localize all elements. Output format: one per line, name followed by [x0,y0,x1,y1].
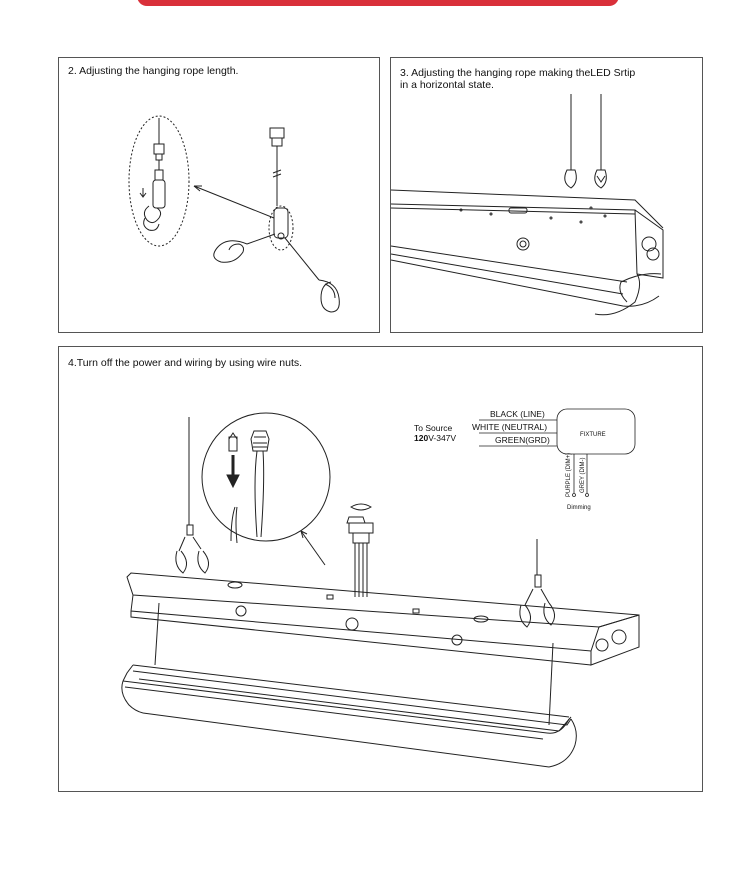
step-2-title: 2. Adjusting the hanging rope length. [68,65,239,77]
to-source-text: To Source [414,423,453,433]
step-4-panel [58,346,703,792]
green-ground-label: GREEN(GRD) [495,435,550,445]
black-line-label: BLACK (LINE) [490,409,545,419]
white-neutral-label: WHITE (NEUTRAL) [472,422,548,432]
voltage-bold: 120 [414,433,429,443]
rope-adjust-illustration [59,58,381,334]
horizontal-strip-illustration [391,58,704,334]
fixture-label: FIXTURE [580,432,606,438]
voltage-label [414,433,456,443]
step-3-title-line-1: 3. Adjusting the hanging rope making theLED Srtip [400,67,636,79]
purple-dim-label: PURPLE (DIM+) [566,452,572,497]
dimming-label: Dimming [567,505,591,511]
step-4-title: 4.Turn off the power and wiring by using wire nuts. [68,357,303,369]
grey-dim-label: GREY (DIM-) [580,457,586,493]
step-3-title-line-2: in a horizontal state. [400,79,494,91]
voltage-range: V-347V [428,433,457,443]
header-accent-bar [137,0,619,6]
to-source-label [414,423,456,443]
wiring-schematic [59,347,704,793]
step-3-panel [390,57,703,333]
step-2-panel [58,57,380,333]
